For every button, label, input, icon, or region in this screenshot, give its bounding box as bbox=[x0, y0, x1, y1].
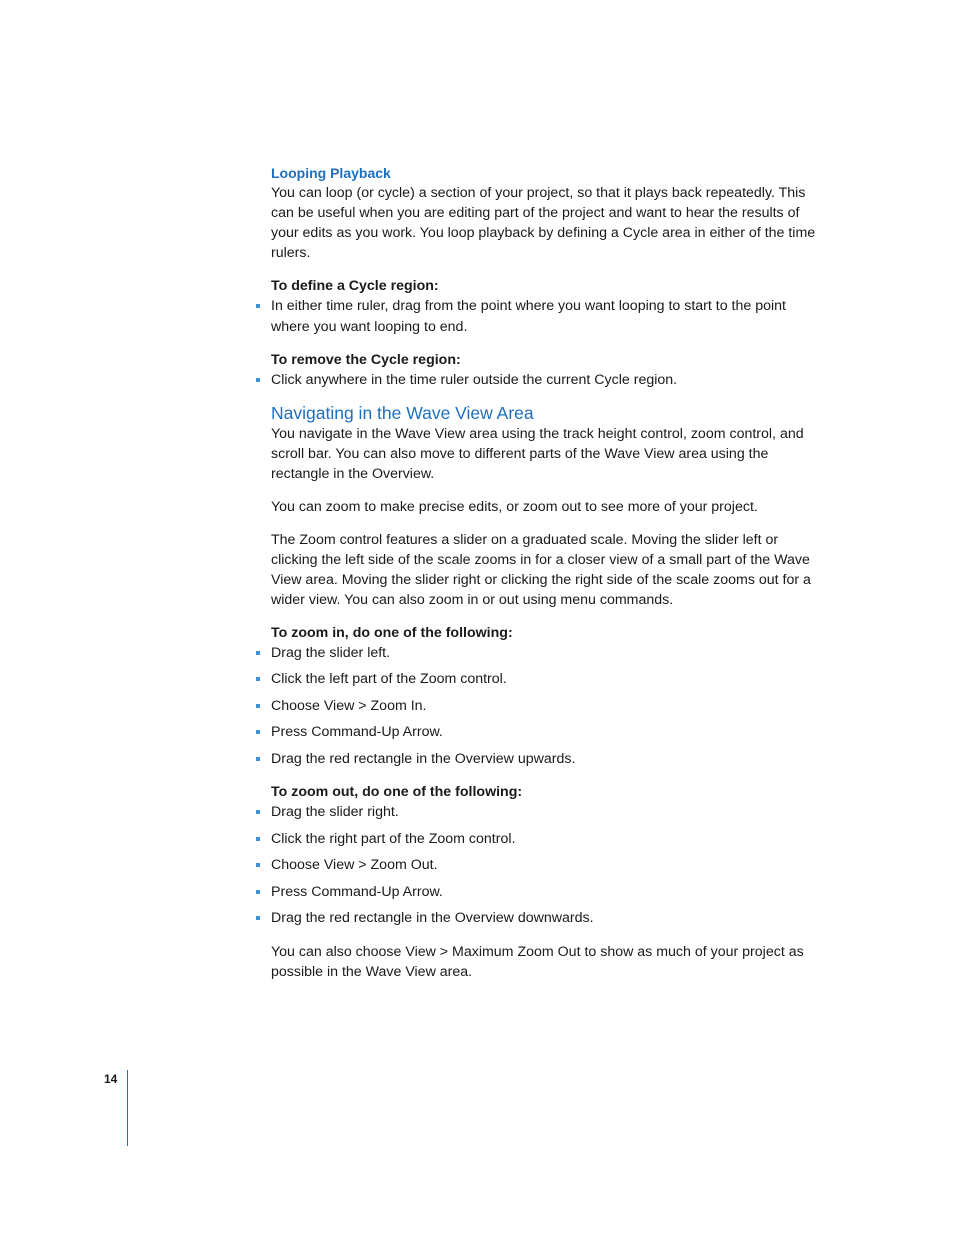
bullet-icon bbox=[256, 730, 260, 734]
closing-paragraph: You can also choose View > Maximum Zoom Out to show as much of your project as possible in the Wave View area. bbox=[271, 943, 804, 980]
page-content bbox=[271, 163, 826, 982]
list-item: Drag the slider right. bbox=[271, 802, 826, 823]
list-item: Press Command-Up Arrow. bbox=[271, 882, 826, 903]
bullet-icon bbox=[256, 677, 260, 681]
bullet-icon bbox=[256, 916, 260, 920]
list-item: Drag the slider left. bbox=[271, 643, 826, 664]
zoom-out-steps bbox=[271, 802, 826, 929]
bullet-icon bbox=[256, 304, 260, 308]
list-item: Choose View > Zoom Out. bbox=[271, 855, 826, 876]
bullet-icon bbox=[256, 837, 260, 841]
looping-paragraph: You can loop (or cycle) a section of your project, so that it plays back repeatedly. This can be useful when you are editing part of the project and want to hear the results of your edits as you work. You loop playback by defining a Cycle area in either of the time rulers. bbox=[271, 185, 816, 261]
bullet-icon bbox=[256, 704, 260, 708]
remove-cycle-task-heading: To remove the Cycle region: bbox=[271, 352, 461, 368]
bullet-icon bbox=[256, 651, 260, 655]
list-item: In either time ruler, drag from the point where you want looping to start to the point where you want looping to end. bbox=[271, 296, 826, 337]
list-item: Drag the red rectangle in the Overview downwards. bbox=[271, 908, 826, 929]
define-cycle-steps bbox=[271, 296, 826, 337]
page-number: 14 bbox=[104, 1072, 118, 1086]
bullet-icon bbox=[256, 863, 260, 867]
list-item: Click the right part of the Zoom control. bbox=[271, 829, 826, 850]
remove-cycle-steps bbox=[271, 370, 826, 391]
zoom-in-steps bbox=[271, 643, 826, 770]
bullet-icon bbox=[256, 810, 260, 814]
list-item: Click anywhere in the time ruler outside the current Cycle region. bbox=[271, 370, 826, 391]
list-item: Click the left part of the Zoom control. bbox=[271, 669, 826, 690]
navigating-paragraph-2: You can zoom to make precise edits, or zoom out to see more of your project. bbox=[271, 498, 758, 515]
list-item: Drag the red rectangle in the Overview upwards. bbox=[271, 749, 826, 770]
bullet-icon bbox=[256, 378, 260, 382]
bullet-icon bbox=[256, 757, 260, 761]
zoom-in-task-heading: To zoom in, do one of the following: bbox=[271, 624, 513, 641]
list-item: Choose View > Zoom In. bbox=[271, 696, 826, 717]
zoom-out-task-heading: To zoom out, do one of the following: bbox=[271, 784, 523, 800]
page-margin-rule bbox=[127, 1070, 128, 1146]
navigating-paragraph-1: You navigate in the Wave View area using the track height control, zoom control, and scroll bar. You can also move to different parts of the Wave View area using the rectangle in the Overview. bbox=[271, 425, 804, 482]
define-cycle-task-heading: To define a Cycle region: bbox=[271, 278, 439, 294]
bullet-icon bbox=[256, 890, 260, 894]
navigating-paragraph-3: The Zoom control features a slider on a graduated scale. Moving the slider left or clicking the left side of the scale zooms in for a closer view of a small part of the Wave View area. Moving the slider right or clicking the right side of the scale zooms out for a wider view. You can also zoom in or out using menu commands. bbox=[271, 531, 811, 608]
navigating-heading: Navigating in the Wave View Area bbox=[271, 402, 534, 423]
looping-playback-heading: Looping Playback bbox=[271, 165, 391, 181]
list-item: Press Command-Up Arrow. bbox=[271, 722, 826, 743]
